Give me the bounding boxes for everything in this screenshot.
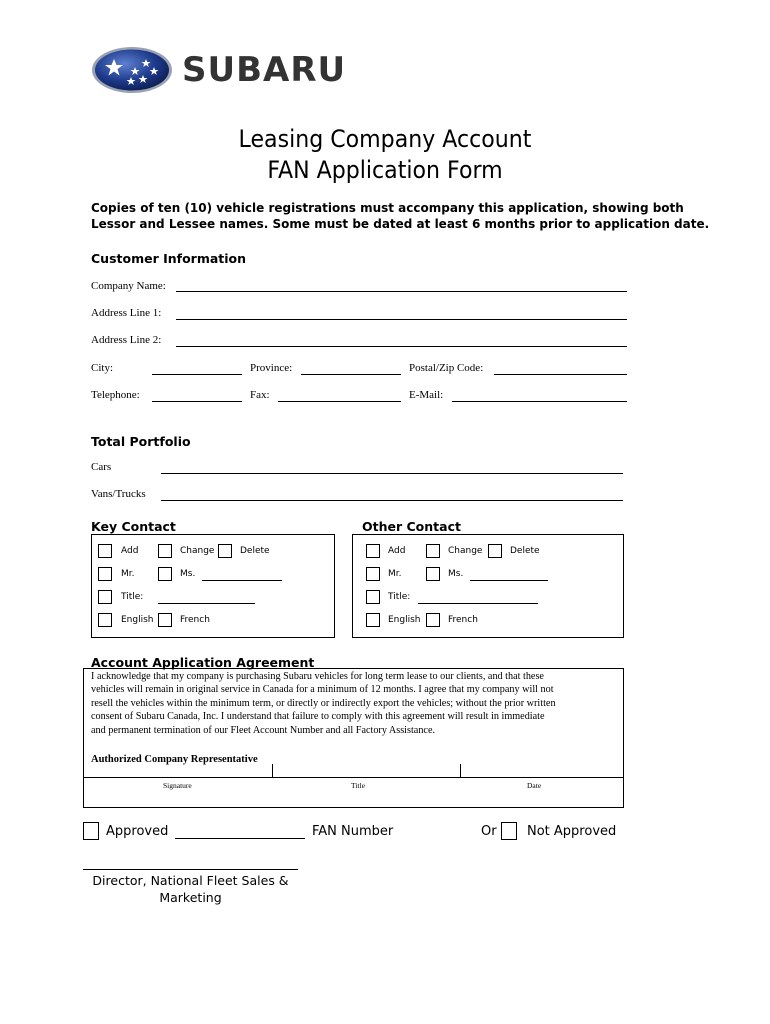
intro-line2: Lessor and Lessee names. Some must be dated at least 6 months prior to application date.: [91, 217, 710, 231]
other-ms-label: Ms.: [448, 569, 464, 579]
director-title-line2: Marketing: [159, 890, 222, 905]
fan-number-label: FAN Number: [312, 824, 394, 839]
other-delete-checkbox[interactable]: [488, 544, 502, 558]
company-name-label: Company Name:: [91, 280, 166, 292]
customer-info-heading: Customer Information: [91, 251, 247, 266]
rep-label: Authorized Company Representative: [91, 754, 258, 765]
key-title-field[interactable]: [158, 603, 255, 604]
key-mr-checkbox[interactable]: [98, 567, 112, 581]
subaru-logo: [90, 45, 370, 95]
key-name-field[interactable]: [202, 580, 282, 581]
agreement-line: I acknowledge that my company is purchasing Subaru vehicles for long term lease to our clients, and that these: [91, 671, 544, 682]
telephone-field[interactable]: [152, 401, 242, 402]
agreement-line: and permanent termination of our Fleet Account Number and all Factory Assistance.: [91, 724, 436, 736]
key-delete-label: Delete: [240, 546, 270, 556]
vans-label: Vans/Trucks: [91, 488, 146, 500]
director-signature-line[interactable]: [83, 869, 298, 870]
other-contact-heading: Other Contact: [362, 519, 461, 534]
other-change-label: Change: [448, 546, 483, 556]
approved-label: Approved: [106, 824, 169, 839]
vans-field[interactable]: [161, 500, 623, 501]
subaru-stars-icon: [90, 45, 174, 95]
agreement-line: resell the vehicles within the minimum term, or directly or indirectly export the vehicles; without the prior written: [91, 697, 556, 709]
address1-label: Address Line 1:: [91, 307, 162, 319]
agreement-text: [91, 670, 556, 737]
key-ms-checkbox[interactable]: [158, 567, 172, 581]
other-mr-checkbox[interactable]: [366, 567, 380, 581]
portfolio-heading: Total Portfolio: [91, 434, 191, 449]
agreement-line: consent of Subaru Canada, Inc. I understand that failure to comply with this agreement will result in immediate: [91, 711, 545, 723]
other-change-checkbox[interactable]: [426, 544, 440, 558]
other-ms-checkbox[interactable]: [426, 567, 440, 581]
fan-number-field[interactable]: [175, 838, 305, 839]
postal-field[interactable]: [494, 374, 627, 375]
key-french-label: French: [180, 615, 210, 625]
key-english-label: English: [121, 615, 154, 625]
address2-label: Address Line 2:: [91, 334, 162, 346]
key-contact-heading: Key Contact: [91, 519, 176, 534]
other-english-label: English: [388, 615, 421, 625]
other-title-field[interactable]: [418, 603, 538, 604]
other-french-label: French: [448, 615, 478, 625]
signature-caption: Signature: [163, 781, 192, 790]
key-french-checkbox[interactable]: [158, 613, 172, 627]
address1-field[interactable]: [176, 319, 627, 320]
director-title: [83, 872, 298, 906]
agreement-heading: Account Application Agreement: [91, 655, 315, 670]
email-label: E-Mail:: [409, 389, 444, 401]
other-title-label: Title:: [388, 592, 411, 602]
key-english-checkbox[interactable]: [98, 613, 112, 627]
intro-line1: Copies of ten (10) vehicle registrations must accompany this application, showing both: [91, 201, 684, 215]
other-name-field[interactable]: [470, 580, 548, 581]
cars-field[interactable]: [161, 473, 623, 474]
city-label: City:: [91, 362, 114, 374]
city-field[interactable]: [152, 374, 242, 375]
telephone-label: Telephone:: [91, 389, 140, 401]
key-ms-label: Ms.: [180, 569, 196, 579]
not-approved-checkbox[interactable]: [501, 822, 517, 840]
address2-field[interactable]: [176, 346, 627, 347]
key-add-checkbox[interactable]: [98, 544, 112, 558]
title-caption: Title: [351, 781, 365, 790]
signature-line[interactable]: [84, 777, 623, 778]
email-field[interactable]: [452, 401, 627, 402]
key-title-label: Title:: [121, 592, 144, 602]
key-title-checkbox[interactable]: [98, 590, 112, 604]
key-change-label: Change: [180, 546, 215, 556]
other-french-checkbox[interactable]: [426, 613, 440, 627]
fax-label: Fax:: [250, 389, 270, 401]
province-label: Province:: [250, 362, 293, 374]
other-add-checkbox[interactable]: [366, 544, 380, 558]
other-title-checkbox[interactable]: [366, 590, 380, 604]
page-title-line1: Leasing Company Account: [238, 125, 532, 153]
key-change-checkbox[interactable]: [158, 544, 172, 558]
page-title-line2: FAN Application Form: [267, 156, 503, 184]
date-caption: Date: [527, 781, 542, 790]
province-field[interactable]: [301, 374, 401, 375]
agreement-line: vehicles will remain in original service in Canada for a minimum of 12 months. I agree that my company will not: [91, 684, 554, 696]
brand-name: SUBARU: [182, 50, 347, 90]
fax-field[interactable]: [278, 401, 401, 402]
other-english-checkbox[interactable]: [366, 613, 380, 627]
other-add-label: Add: [388, 546, 406, 556]
other-delete-label: Delete: [510, 546, 540, 556]
other-mr-label: Mr.: [388, 569, 402, 579]
title-divider: [460, 764, 461, 778]
key-mr-label: Mr.: [121, 569, 135, 579]
not-approved-label: Not Approved: [527, 824, 617, 839]
key-delete-checkbox[interactable]: [218, 544, 232, 558]
approved-checkbox[interactable]: [83, 822, 99, 840]
director-title-line1: Director, National Fleet Sales &: [92, 873, 289, 888]
company-name-field[interactable]: [176, 291, 627, 292]
cars-label: Cars: [91, 461, 112, 473]
key-add-label: Add: [121, 546, 139, 556]
or-label: Or: [481, 824, 497, 839]
postal-label: Postal/Zip Code:: [409, 362, 484, 374]
signature-divider: [272, 764, 273, 778]
